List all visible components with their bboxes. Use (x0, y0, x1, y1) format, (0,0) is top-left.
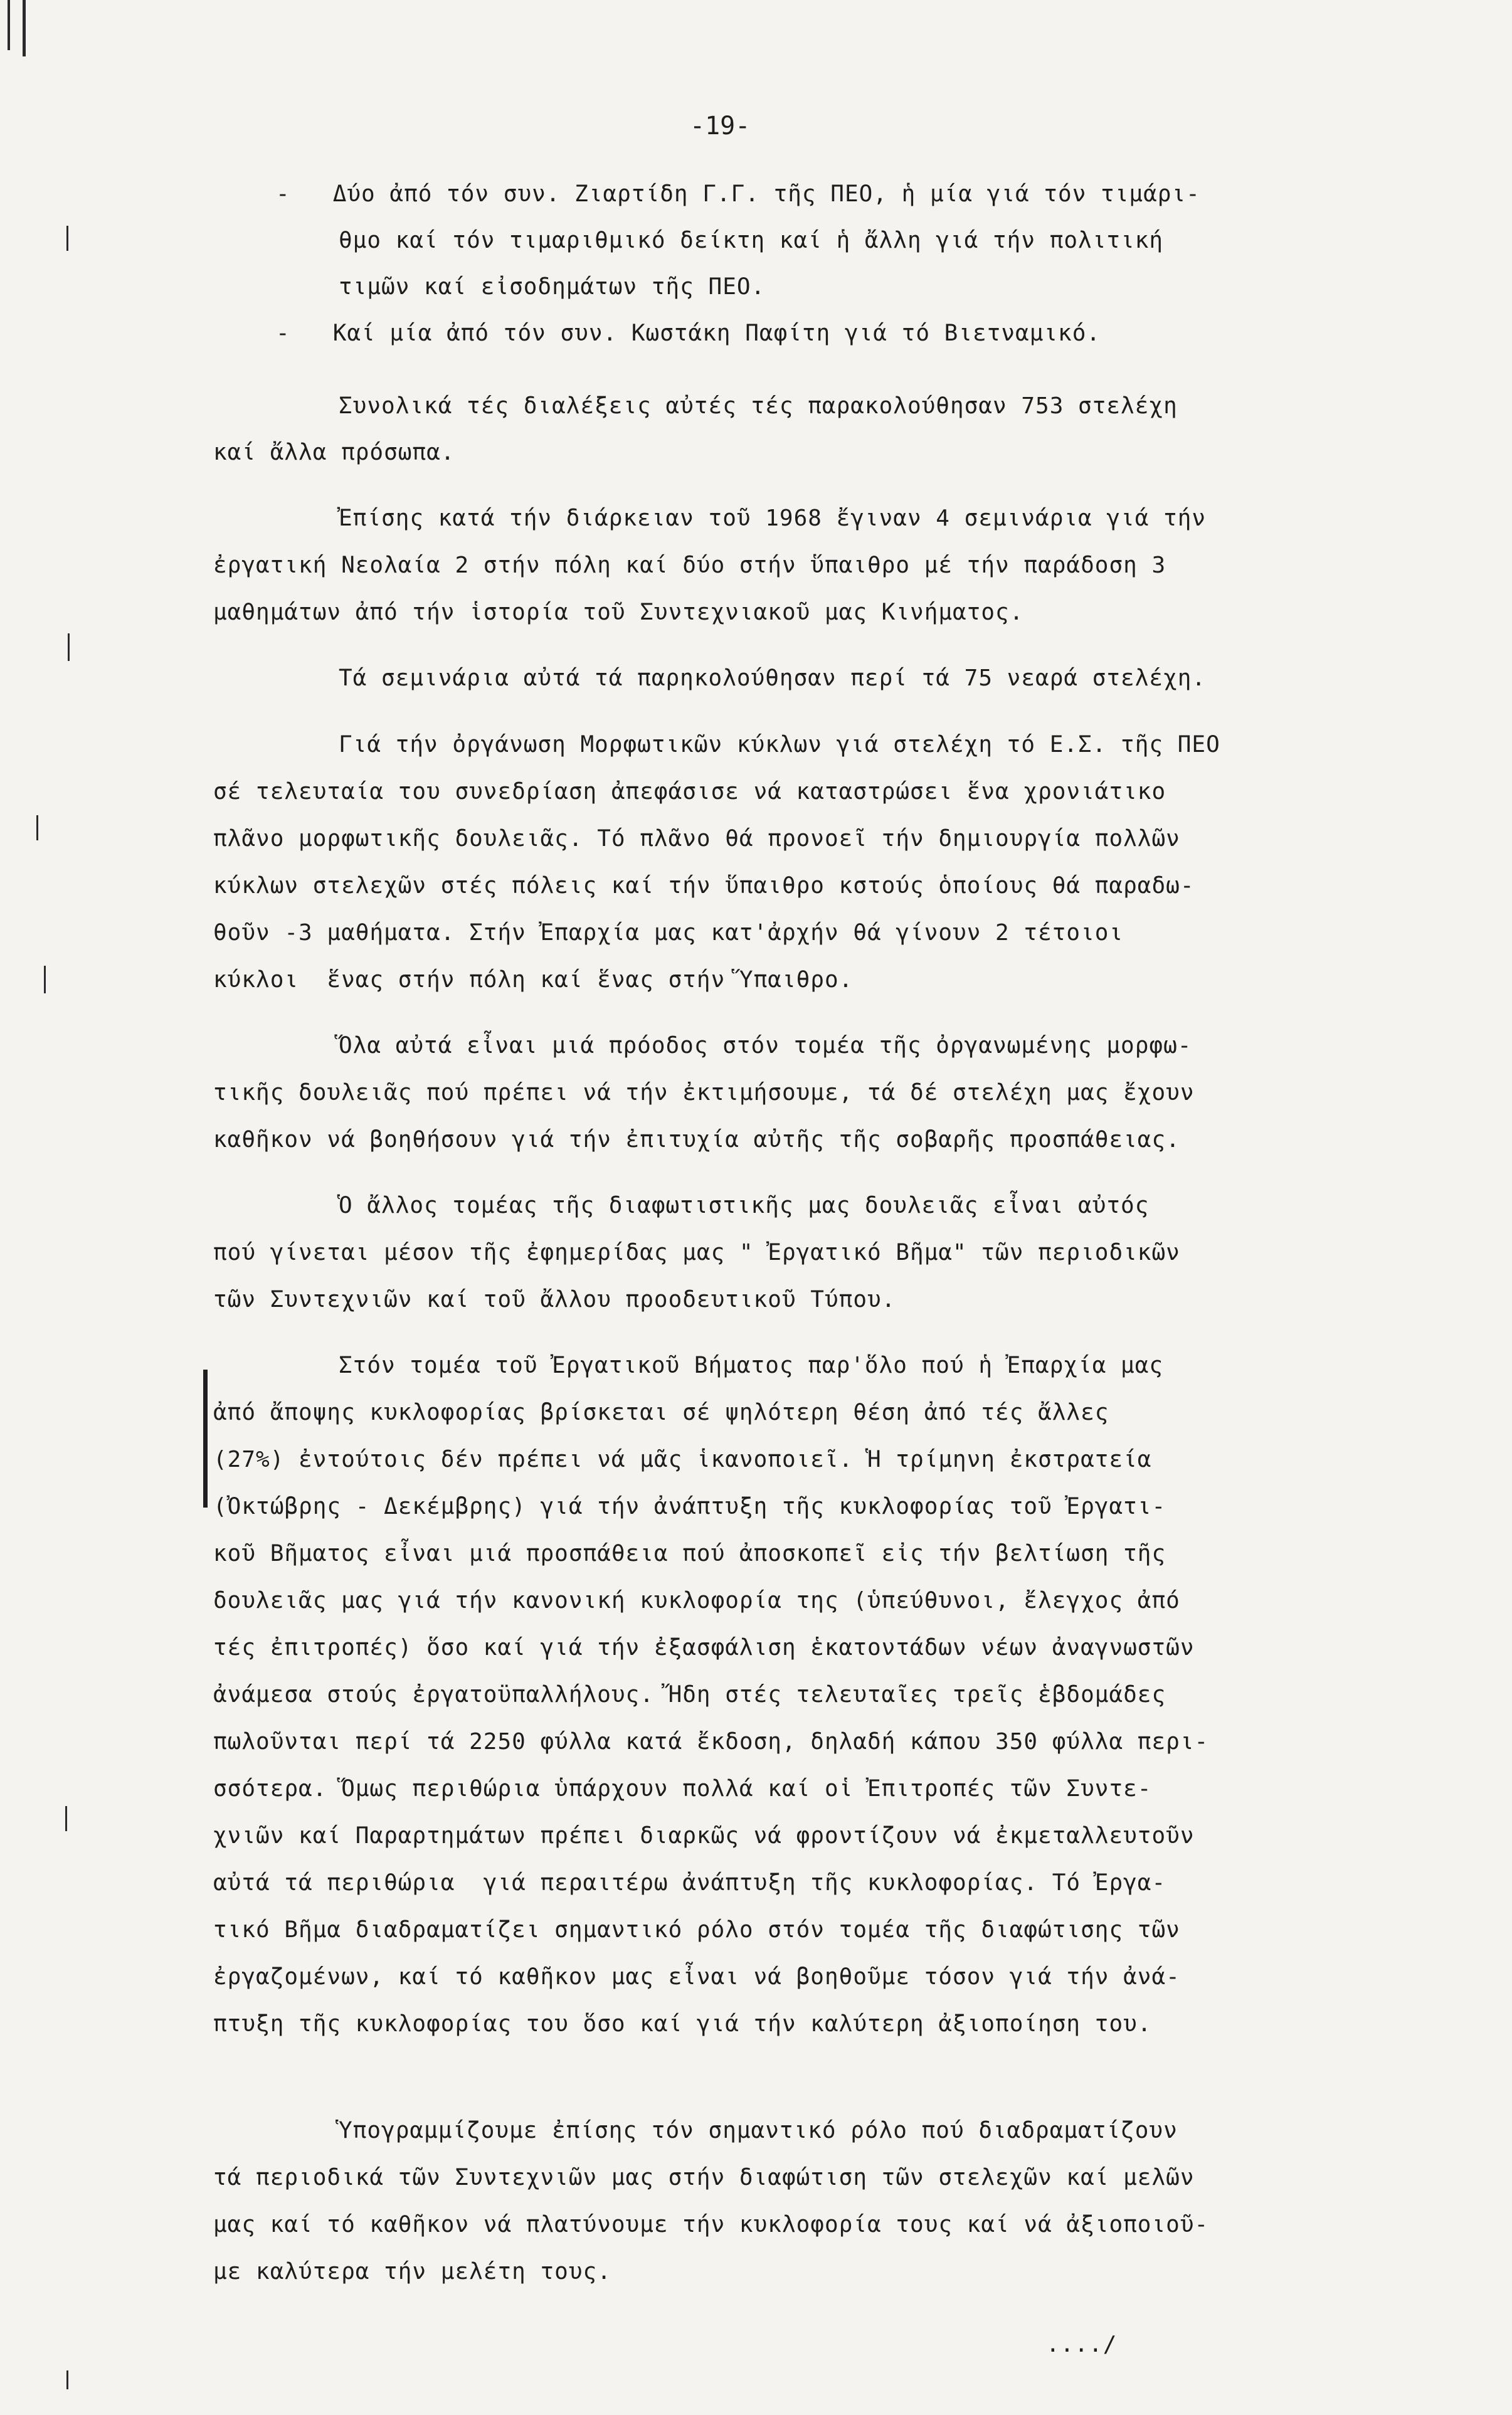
text-line: τικῆς δουλειᾶς πού πρέπει νά τήν ἐκτιμήσουμε, τά δέ στελέχη μας ἔχουν (213, 1080, 1195, 1106)
margin-mark (65, 1806, 67, 1831)
text-line: τές ἐπιτροπές) ὅσο καί γιά τήν ἐξασφάλιση ἑκατοντάδων νέων ἀναγνωστῶν (213, 1635, 1195, 1661)
text-line: πού γίνεται μέσον τῆς ἐφημερίδας μας " Ἐργατικό Βῆμα" τῶν περιοδικῶν (213, 1240, 1180, 1266)
text-line: σέ τελευταία του συνεδρίαση ἀπεφάσισε νά καταστρώσει ἕνα χρονιάτικο (213, 779, 1166, 805)
text-line: ..../ (1046, 2332, 1118, 2357)
text-line: ἐργατική Νεολαία 2 στήν πόλη καί δύο στήν ὕπαιθρο μέ τήν παράδοση 3 (213, 552, 1166, 578)
text-line: Ὅλα αὐτά εἶναι μιά πρόοδος στόν τομέα τῆς ὀργανωμένης μορφω- (339, 1033, 1192, 1059)
text-line: Γιά τήν ὀργάνωση Μορφωτικῶν κύκλων γιά στελέχη τό Ε.Σ. τῆς ΠΕΟ (339, 732, 1220, 758)
text-line: (Ὀκτώβρης - Δεκέμβρης) γιά τήν ἀνάπτυξη τῆς κυκλοφορίας τοῦ Ἐργατι- (213, 1494, 1166, 1519)
margin-mark (44, 966, 46, 993)
text-line: χνιῶν καί Παραρτημάτων πρέπει διαρκῶς νά φροντίζουν νά ἐκμεταλλευτοῦν (213, 1823, 1195, 1849)
text-line: - Καί μία ἀπό τόν συν. Κωστάκη Παφίτη γιά τό Βιετναμικό. (276, 320, 1101, 346)
text-line: Τά σεμινάρια αὐτά τά παρηκολούθησαν περί τά 75 νεαρά στελέχη. (339, 665, 1207, 691)
text-line: τῶν Συντεχνιῶν καί τοῦ ἄλλου προοδευτικοῦ Τύπου. (213, 1287, 896, 1313)
text-line: (27%) ἐντούτοις δέν πρέπει νά μᾶς ἱκανοποιεῖ. Ἡ τρίμηνη ἐκστρατεία (213, 1447, 1152, 1472)
margin-mark (66, 226, 68, 251)
text-line: μας καί τό καθῆκον νά πλατύνουμε τήν κυκλοφορία τους καί νά ἀξιοποιοῦ- (213, 2212, 1209, 2238)
margin-mark (36, 815, 38, 840)
margin-mark (68, 633, 70, 661)
margin-bracket (203, 1370, 208, 1508)
left-scan-edge (8, 0, 10, 50)
text-line: Ὑπογραμμίζουμε ἐπίσης τόν σημαντικό ρόλο πού διαδραματίζουν (339, 2118, 1178, 2143)
text-line: Ἐπίσης κατά τήν διάρκειαν τοῦ 1968 ἔγιναν 4 σεμινάρια γιά τήν (339, 505, 1207, 531)
text-line: τά περιοδικά τῶν Συντεχνιῶν μας στήν διαφώτιση τῶν στελεχῶν καί μελῶν (213, 2165, 1195, 2190)
text-line: ἀνάμεσα στούς ἐργατοϋπαλλήλους. Ἤδη στές τελευταῖες τρεῖς ἑβδομάδες (213, 1682, 1166, 1708)
text-line: - Δύο ἀπό τόν συν. Ζιαρτίδη Γ.Γ. τῆς ΠΕΟ, ἡ μία γιά τόν τιμάρι- (276, 181, 1200, 207)
text-line: μαθημάτων ἀπό τήν ἱστορία τοῦ Συντεχνιακοῦ μας Κινήματος. (213, 600, 1024, 625)
text-line: πτυξη τῆς κυκλοφορίας του ὅσο καί γιά τήν καλύτερη ἀξιοποίηση του. (213, 2011, 1152, 2037)
text-line: σσότερα. Ὅμως περιθώρια ὑπάρχουν πολλά καί οἱ Ἐπιτροπές τῶν Συντε- (213, 1776, 1152, 1802)
margin-mark (66, 2370, 68, 2389)
text-line: θοῦν -3 μαθήματα. Στήν Ἐπαρχία μας κατ'ἀρχήν θά γίνουν 2 τέτοιοι (213, 920, 1124, 946)
text-line: με καλύτερα τήν μελέτη τους. (213, 2259, 611, 2285)
text-line: θμο καί τόν τιμαριθμικό δείκτη καί ἡ ἄλλη γιά τήν πολιτική (339, 228, 1164, 253)
text-line: κύκλοι ἕνας στήν πόλη καί ἕνας στήν Ὕπαιθρο. (213, 967, 854, 993)
text-line: δουλειᾶς μας γιά τήν κανονική κυκλοφορία της (ὑπεύθυνοι, ἔλεγχος ἀπό (213, 1588, 1180, 1614)
text-line: πλᾶνο μορφωτικῆς δουλειᾶς. Τό πλᾶνο θά προνοεῖ τήν δημιουργία πολλῶν (213, 826, 1180, 852)
text-line: καί ἄλλα πρόσωπα. (213, 440, 455, 465)
page-number: -19- (690, 112, 751, 140)
text-line: πωλοῦνται περί τά 2250 φύλλα κατά ἔκδοση, δηλαδή κάπου 350 φύλλα περι- (213, 1729, 1209, 1755)
text-line: Στόν τομέα τοῦ Ἐργατικοῦ Βήματος παρ'ὅλο πού ἡ Ἐπαρχία μας (339, 1353, 1164, 1378)
text-line: αὐτά τά περιθώρια γιά περαιτέρω ἀνάπτυξη τῆς κυκλοφορίας. Τό Ἐργα- (213, 1870, 1166, 1896)
text-line: τιμῶν καί εἰσοδημάτων τῆς ΠΕΟ. (339, 274, 766, 300)
text-line: ἀπό ἄποψης κυκλοφορίας βρίσκεται σέ ψηλότερη θέση ἀπό τές ἄλλες (213, 1400, 1109, 1425)
text-line: καθῆκον νά βοηθήσουν γιά τήν ἐπιτυχία αὐτῆς τῆς σοβαρῆς προσπάθειας. (213, 1127, 1180, 1153)
text-line: ἐργαζομένων, καί τό καθῆκον μας εἶναι νά βοηθοῦμε τόσον γιά τήν ἀνά- (213, 1964, 1180, 1990)
text-line: κοῦ Βῆματος εἶναι μιά προσπάθεια πού ἀποσκοπεῖ εἰς τήν βελτίωση τῆς (213, 1541, 1166, 1567)
left-scan-edge (23, 0, 26, 56)
text-line: κύκλων στελεχῶν στές πόλεις καί τήν ὕπαιθρο κστούς ὁποίους θά παραδω- (213, 873, 1195, 899)
text-line: τικό Βῆμα διαδραματίζει σημαντικό ρόλο στόν τομέα τῆς διαφώτισης τῶν (213, 1917, 1180, 1943)
text-line: Ὁ ἄλλος τομέας τῆς διαφωτιστικῆς μας δουλειᾶς εἶναι αὐτός (339, 1193, 1150, 1218)
text-line: Συνολικά τές διαλέξεις αὐτές τές παρακολούθησαν 753 στελέχη (339, 393, 1178, 419)
